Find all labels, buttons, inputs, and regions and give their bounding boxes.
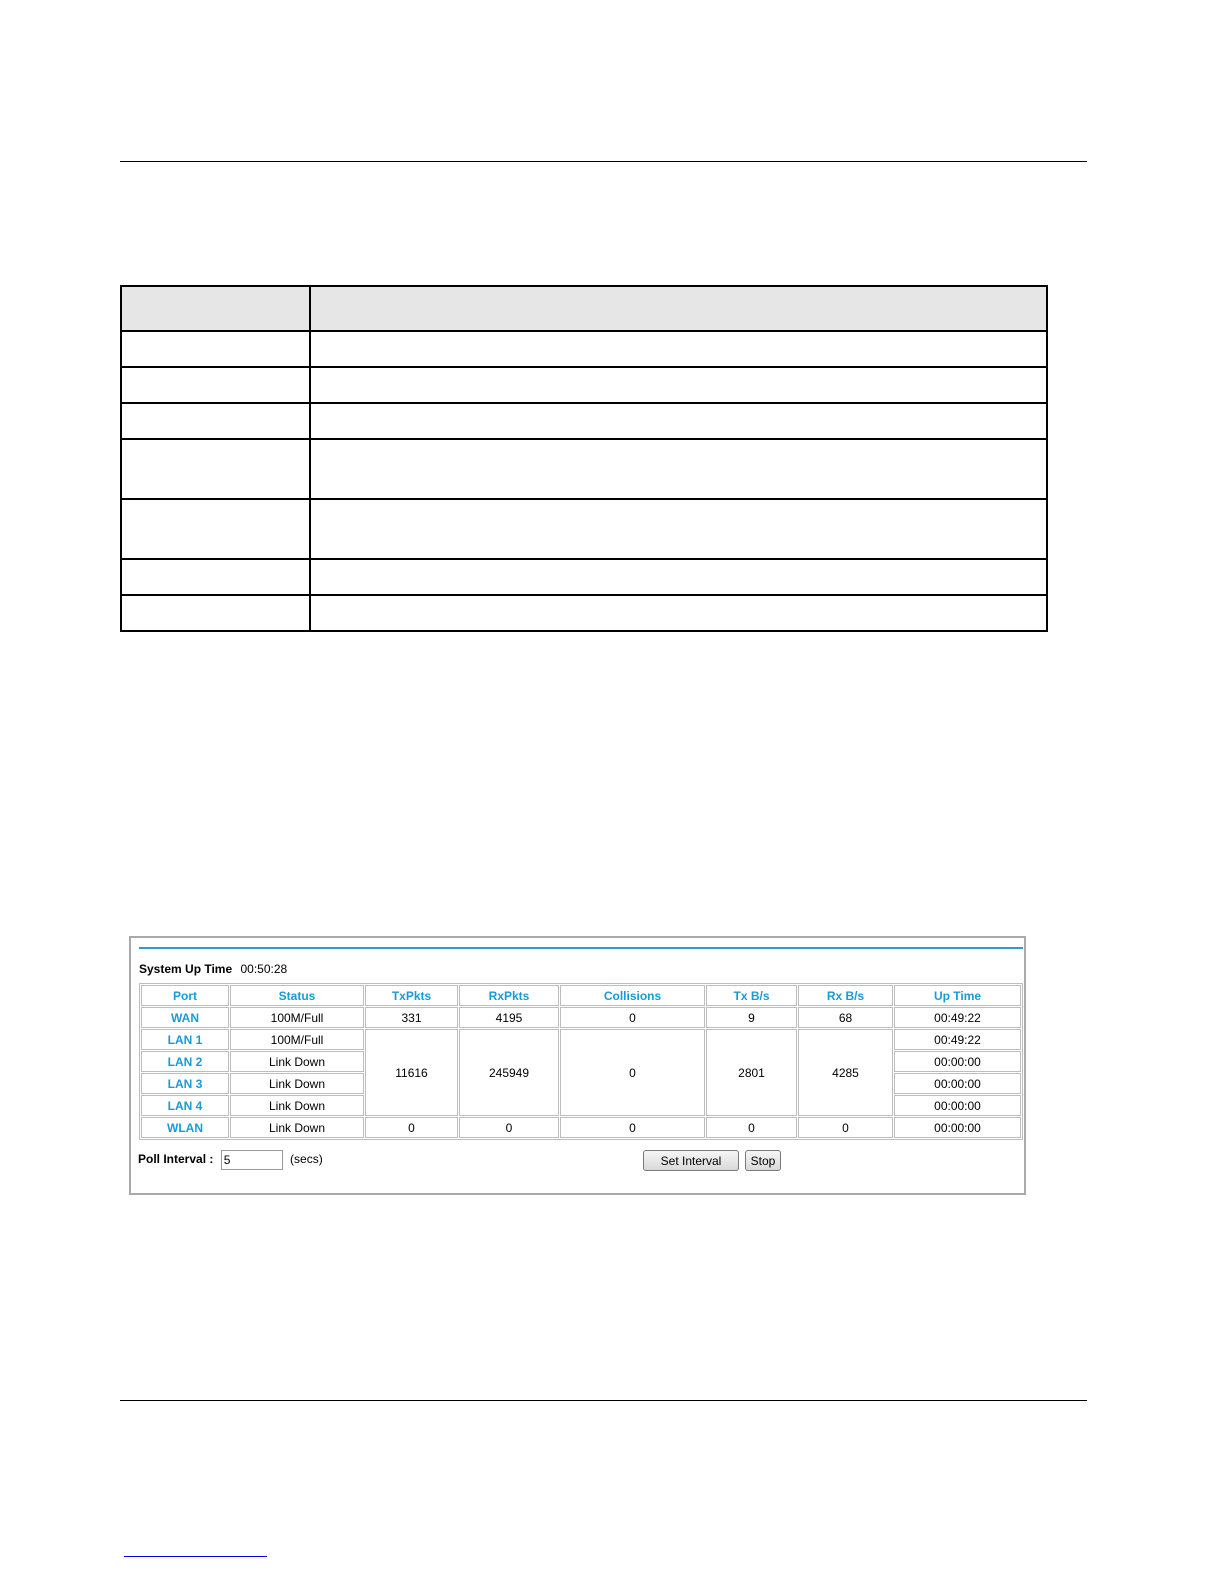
- set-interval-button[interactable]: Set Interval: [643, 1150, 739, 1171]
- table-cell: [121, 595, 310, 631]
- table-cell: [310, 559, 1047, 595]
- port-lan-1: LAN 1: [141, 1029, 229, 1050]
- table-cell: [121, 559, 310, 595]
- table-cell: [310, 595, 1047, 631]
- footer-link-underline: [124, 1556, 267, 1557]
- tx-bps-cell: 9: [706, 1007, 797, 1028]
- poll-interval-label: Poll Interval :: [138, 1152, 214, 1167]
- status-cell: Link Down: [230, 1073, 364, 1094]
- rxpkts-cell: 4195: [459, 1007, 559, 1028]
- lan-rxpkts-cell: 245949: [459, 1029, 559, 1116]
- lan-txpkts-cell: 11616: [365, 1029, 458, 1116]
- port-lan-3: LAN 3: [141, 1073, 229, 1094]
- status-cell: 100M/Full: [230, 1029, 364, 1050]
- rxpkts-cell: 0: [459, 1117, 559, 1138]
- table-row: [121, 331, 1047, 367]
- table-row: [141, 1029, 1021, 1050]
- port-wan: WAN: [141, 1007, 229, 1028]
- rx-bps-cell: 68: [798, 1007, 893, 1028]
- status-cell: Link Down: [230, 1117, 364, 1138]
- table-cell: [310, 367, 1047, 403]
- table-cell: [121, 367, 310, 403]
- txpkts-cell: 331: [365, 1007, 458, 1028]
- tx-bps-cell: 0: [706, 1117, 797, 1138]
- col-header-rxpkts: RxPkts: [459, 985, 559, 1006]
- header-divider: [139, 947, 1023, 949]
- stop-button[interactable]: Stop: [745, 1150, 781, 1171]
- port-lan-2: LAN 2: [141, 1051, 229, 1072]
- poll-interval-input[interactable]: [221, 1150, 283, 1170]
- description-table: [120, 285, 1048, 632]
- table-cell: [121, 439, 310, 499]
- port-statistics-table: [139, 983, 1023, 1140]
- table-cell: [310, 286, 1047, 331]
- table-row: [121, 595, 1047, 631]
- table-cell: [310, 403, 1047, 439]
- status-cell: Link Down: [230, 1095, 364, 1116]
- router-statistics-screenshot: [129, 936, 1026, 1195]
- collisions-cell: 0: [560, 1117, 705, 1138]
- table-row: [121, 439, 1047, 499]
- table-row: [121, 499, 1047, 559]
- col-header-txpkts: TxPkts: [365, 985, 458, 1006]
- table-row: [141, 1007, 1021, 1028]
- table-row: [141, 1117, 1021, 1138]
- table-cell: [121, 331, 310, 367]
- poll-interval-unit: (secs): [290, 1152, 323, 1167]
- status-cell: Link Down: [230, 1051, 364, 1072]
- col-header-status: Status: [230, 985, 364, 1006]
- poll-interval-row: [138, 1150, 323, 1170]
- stats-header-row: [141, 985, 1021, 1006]
- col-header-tx-bps: Tx B/s: [706, 985, 797, 1006]
- table-cell: [310, 439, 1047, 499]
- uptime-cell: 00:00:00: [894, 1051, 1021, 1072]
- lan-tx-bps-cell: 2801: [706, 1029, 797, 1116]
- port-lan-4: LAN 4: [141, 1095, 229, 1116]
- uptime-value: 00:50:28: [240, 962, 288, 976]
- port-wlan: WLAN: [141, 1117, 229, 1138]
- uptime-cell: 00:00:00: [894, 1117, 1021, 1138]
- table-cell: [121, 286, 310, 331]
- table-row: [121, 367, 1047, 403]
- uptime-label: System Up Time: [139, 962, 233, 976]
- status-cell: 100M/Full: [230, 1007, 364, 1028]
- col-header-collisions: Collisions: [560, 985, 705, 1006]
- uptime-cell: 00:49:22: [894, 1007, 1021, 1028]
- lan-rx-bps-cell: 4285: [798, 1029, 893, 1116]
- uptime-cell: 00:00:00: [894, 1095, 1021, 1116]
- uptime-cell: 00:00:00: [894, 1073, 1021, 1094]
- txpkts-cell: 0: [365, 1117, 458, 1138]
- page-top-rule: [120, 161, 1087, 162]
- table-row: [121, 559, 1047, 595]
- col-header-uptime: Up Time: [894, 985, 1021, 1006]
- system-uptime: [139, 962, 287, 976]
- description-table-header: [121, 286, 1047, 331]
- col-header-rx-bps: Rx B/s: [798, 985, 893, 1006]
- uptime-cell: 00:49:22: [894, 1029, 1021, 1050]
- rx-bps-cell: 0: [798, 1117, 893, 1138]
- table-cell: [121, 499, 310, 559]
- page-bottom-rule: [120, 1400, 1087, 1401]
- lan-collisions-cell: 0: [560, 1029, 705, 1116]
- collisions-cell: 0: [560, 1007, 705, 1028]
- table-cell: [121, 403, 310, 439]
- table-row: [121, 403, 1047, 439]
- table-cell: [310, 499, 1047, 559]
- table-cell: [310, 331, 1047, 367]
- col-header-port: Port: [141, 985, 229, 1006]
